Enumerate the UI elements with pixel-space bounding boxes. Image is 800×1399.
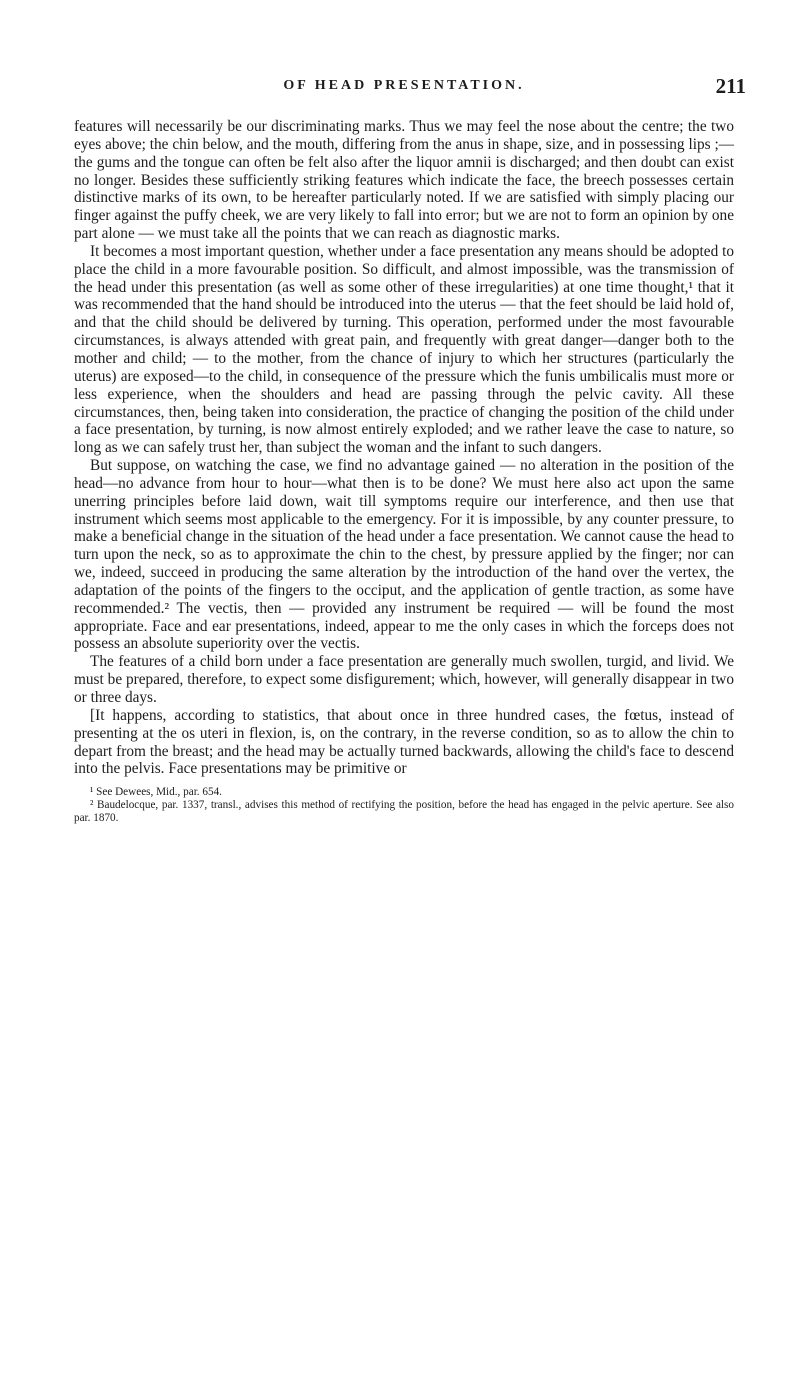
paragraph-3: But suppose, on watching the case, we find no advantage gained — no alteration in the position of the head—no advance from hour to hour—what then is to be done? We must here also act upon the same unerring principles before laid down, wait till symptoms require our interference, and then use that instrument which seems most applicable to the emergency. For it is impossible, by any counter pressure, to make a beneficial change in the situation of the head under a face presentation. We cannot cause the head to turn upon the neck, so as to approximate the chin to the chest, by pressure applied by the finger; nor can we, indeed, succeed in producing the same alteration by the introduction of the hand over the vertex, the adaptation of the points of the fingers to the occiput, and the application of gentle traction, as some have recommended.² The vectis, then — provided any instrument be required — will be found the most appropriate. Face and ear presentations, indeed, appear to me the only cases in which the forceps does not possess an absolute superiority over the vectis.	[74, 457, 734, 653]
footnote-1: ¹ See Dewees, Mid., par. 654.	[90, 786, 222, 799]
book-page	[74, 74, 746, 825]
page-header	[74, 74, 746, 102]
footnote-2: ² Baudelocque, par. 1337, transl., advises this method of rectifying the position, before the head has engaged in the pelvic aperture. See also par. 1870.	[74, 799, 734, 825]
page-number: 211	[715, 74, 746, 98]
paragraph-4: The features of a child born under a face presentation are generally much swollen, turgid, and livid. We must be prepared, therefore, to expect some disfigurement; which, however, will generally disappear in two or three days.	[74, 653, 734, 706]
paragraph-1: features will necessarily be our discriminating marks. Thus we may feel the nose about the centre; the two eyes above; the chin below, and the mouth, differing from the anus in shape, size, and in possessing lips ;—the gums and the tongue can often be felt also after the liquor amnii is discharged; and then doubt can exist no longer. Besides these sufficiently striking features which indicate the face, the breech possesses certain distinctive marks of its own, to be hereafter particularly noted. If we are satisfied with simply placing our finger against the puffy cheek, we are very likely to fall into error; but we are not to form an opinion by one part alone — we must take all the points that we can reach as diagnostic marks.	[74, 118, 734, 243]
footnotes	[74, 786, 734, 825]
body-text	[74, 118, 734, 778]
paragraph-2: It becomes a most important question, whether under a face presentation any means should be adopted to place the child in a more favourable position. So difficult, and almost impossible, was the transmission of the head under this presentation (as well as some other of these irregularities) at one time thought,¹ that it was recommended that the hand should be introduced into the uterus — that the feet should be laid hold of, and that the child should be delivered by turning. This operation, performed under the most favourable circumstances, is always attended with great pain, and frequently with great danger—danger both to the mother and child; — to the mother, from the chance of injury to which her structures (particularly the uterus) are exposed—to the child, in consequence of the pressure which the funis umbilicalis must more or less experience, when the shoulders and head are passing through the pelvic cavity. All these circumstances, then, being taken into consideration, the practice of changing the position of the child under a face presentation, by turning, is now almost entirely exploded; and we rather leave the case to nature, so long as we can safely trust her, than subject the woman and the infant to such dangers.	[74, 242, 734, 457]
running-head: OF HEAD PRESENTATION.	[283, 78, 525, 93]
paragraph-5: [It happens, according to statistics, that about once in three hundred cases, the fœtus, instead of presenting at the os uteri in flexion, is, on the contrary, in the reverse condition, so as to allow the chin to depart from the breast; and the head may be actually turned backwards, allowing the child's face to descend into the pelvis. Face presentations may be primitive or	[74, 706, 734, 778]
